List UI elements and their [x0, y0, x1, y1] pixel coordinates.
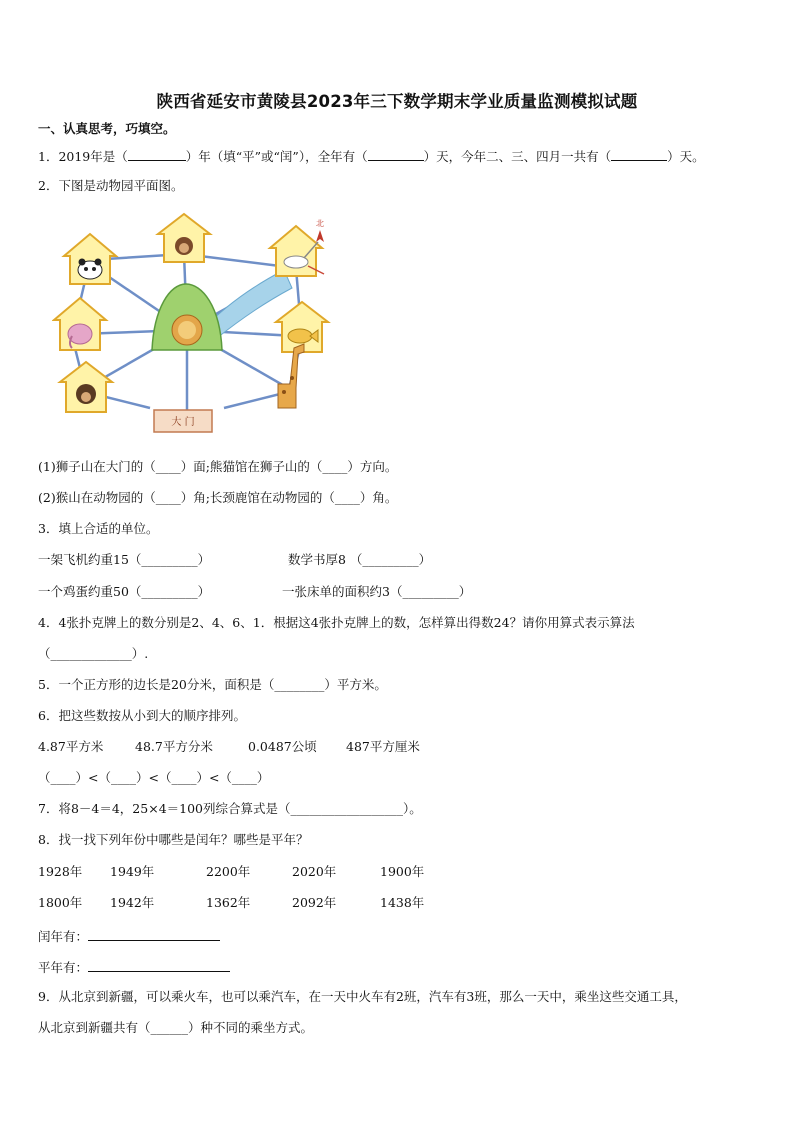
q1-part-b: ）年（填“平”或“闰”），全年有（: [185, 149, 368, 164]
north-arrow-icon: [316, 230, 324, 242]
q8-year: 1900年: [380, 864, 425, 879]
lion-hill: [152, 284, 222, 350]
q6-item: 487平方厘米: [346, 739, 420, 754]
q6-item: 48.7平方分米: [135, 739, 213, 754]
q3-item-b: 数学书厚8 （_________）: [288, 552, 432, 567]
q8-year: 1949年: [110, 864, 155, 879]
zoo-map: [52, 212, 342, 444]
q6-blanks: （____）<（____）<（____）<（____）: [38, 770, 270, 785]
q8-leap-line: [38, 927, 220, 945]
question-4: 4．4张扑克牌上的数分别是2、4、6、1．根据这4张扑克牌上的数，怎样算出得数24？请你用算式表示算法: [38, 615, 635, 630]
leap-years-label: 闰年有：: [38, 929, 89, 944]
q2-sub-1: (1)狮子山在大门的（____）面;熊猫馆在狮子山的（____）方向。: [38, 459, 398, 474]
section-heading: 一、认真思考，巧填空。: [38, 121, 176, 136]
question-5: 5．一个正方形的边长是20分米，面积是（________）平方米。: [38, 677, 387, 692]
question-2: 2．下图是动物园平面图。: [38, 178, 184, 193]
question-7: 7．将8－4＝4，25×4＝100列综合算式是（__________________）。: [38, 801, 422, 816]
q8-year: 1362年: [206, 895, 251, 910]
north-label: 北: [316, 219, 324, 228]
question-8: 8．找一找下列年份中哪些是闰年？哪些是平年？: [38, 832, 309, 847]
q4-blank: （_____________）.: [38, 646, 149, 661]
q1-blank-2[interactable]: [368, 147, 424, 161]
chimp-icon: [76, 384, 96, 404]
giraffe-icon: [278, 344, 304, 408]
q1-part-c: ）天，今年二、三、四月一共有（: [423, 149, 612, 164]
q6-item: 0.0487公顷: [248, 739, 317, 754]
leap-years-answer[interactable]: [88, 927, 220, 941]
gate-label: 大 门: [171, 417, 195, 428]
q3-item-a: 一架飞机约重15（_________）: [38, 552, 211, 567]
panda-icon: [78, 259, 102, 280]
q8-year: 2092年: [292, 895, 337, 910]
q8-year: 1928年: [38, 864, 83, 879]
q2-sub-2: (2)猴山在动物园的（____）角;长颈鹿馆在动物园的（____）角。: [38, 490, 398, 505]
q8-year: 2020年: [292, 864, 337, 879]
question-6: 6．把这些数按从小到大的顺序排列。: [38, 708, 246, 723]
page-title: 陕西省延安市黄陵县2023年三下数学期末学业质量监测模拟试题: [156, 92, 638, 111]
common-years-answer[interactable]: [88, 958, 230, 972]
q8-year: 1800年: [38, 895, 83, 910]
question-9-line-1: 9．从北京到新疆，可以乘火车，也可以乘汽车，在一天中火车有2班，汽车有3班，那么一天中，乘坐这些交通工具，: [38, 989, 687, 1004]
question-1: [38, 147, 705, 165]
q1-blank-1[interactable]: [128, 147, 186, 161]
q3-item-d: 一张床单的面积约3（_________）: [282, 584, 472, 599]
common-years-label: 平年有：: [38, 960, 89, 975]
q1-number: 1．: [38, 149, 59, 164]
q1-part-a: 2019年是（: [58, 149, 128, 164]
q1-part-d: ）天。: [667, 149, 705, 164]
question-3: 3．填上合适的单位。: [38, 521, 159, 536]
q8-year: 2200年: [206, 864, 251, 879]
q8-common-line: [38, 958, 230, 976]
question-9-line-2: 从北京到新疆共有（______）种不同的乘坐方式。: [38, 1020, 314, 1035]
monkey-icon: [175, 237, 193, 255]
q1-blank-3[interactable]: [611, 147, 667, 161]
q3-item-c: 一个鸡蛋约重50（_________）: [38, 584, 211, 599]
q6-item: 4.87平方米: [38, 739, 104, 754]
q8-year: 1438年: [380, 895, 425, 910]
q8-year: 1942年: [110, 895, 155, 910]
